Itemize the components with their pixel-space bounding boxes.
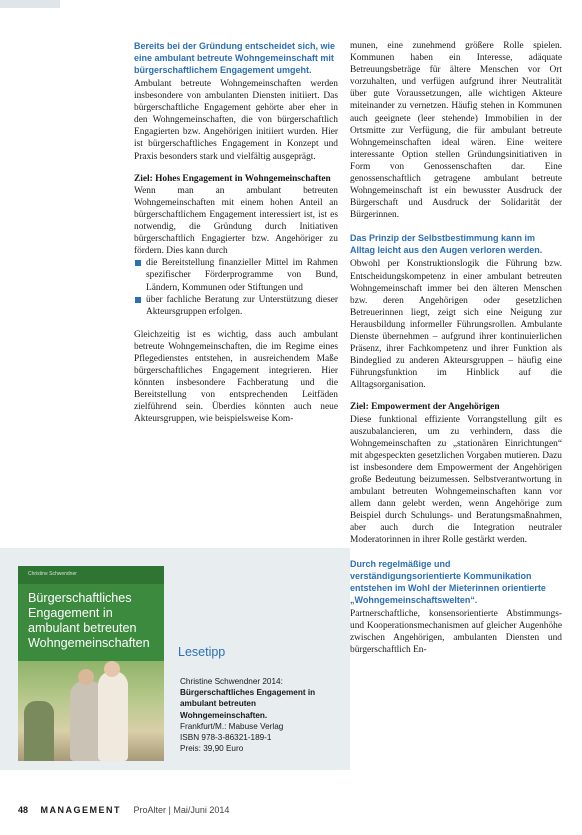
left-column [134, 40, 338, 426]
left-paragraph-2: Wenn man an ambulant betreuten Wohngemeinschaften mit einem hohen Anteil an bürgerschaftlichem Engagement interessiert ist, ist es notwendig, die Gründung durch Initiativen bürgerschaftlich Engagierter bzw. Angehöriger zu fördern. Dies kann durch [134, 185, 338, 257]
reading-tip-label: Lesetipp [178, 645, 226, 659]
reading-tip-details [180, 676, 340, 754]
bullet-item: über fachliche Beratung zur Unterstützung dieser Akteursgruppen erfolgen. [146, 294, 338, 317]
bullet-item: die Bereitstellung finanzieller Mittel im Rahmen spezifischer Förderprogramme von Bund, Ländern, Kommunen oder Stiftungen und [146, 258, 338, 293]
cover-photo [18, 661, 164, 761]
right-heading-1: Ziel: Empowerment der Angehörigen [350, 402, 500, 413]
cover-author: Christine Schwendner [28, 571, 77, 577]
page-footer [18, 805, 229, 815]
right-lead-text-1: Das Prinzip der Selbstbestimmung kann im Alltag leicht aus den Augen verloren werden. [350, 233, 543, 256]
left-paragraph-1: Ambulant betreute Wohngemeinschaften werden insbesondere von ambulanten Diensten initiiert. Das bürgerschaftliche Engagement gehörte aber eher in den Wohngemeinschaften, die von bürgerschaftlich Engagierten bzw. Angehörigen initiiert wurden. Hier ist bürgerschaftliches Engagement in Konzept und Praxis besonders stark und vielfältig ausgeprägt. [134, 79, 338, 162]
left-paragraph-3: Gleichzeitig ist es wichtig, dass auch ambulant betreute Wohngemeinschaften, die im Regime eines Pflegedienstes entstehen, in ausreichendem Maße bürgerschaftliches Engagement integrieren. Hier könnten insbesondere Fachberatung und die Bereitstellung von entsprechenden Leitfäden zielführend sein. Überdies könnten auch neue Akteursgruppen, wie beispielsweise Kom- [134, 329, 338, 425]
right-column [350, 40, 562, 656]
publication-info: ProAlter | Mai/Juni 2014 [133, 805, 230, 815]
book-isbn: ISBN 978-3-86321-189-1 [180, 733, 272, 743]
book-price: Preis: 39,90 Euro [180, 744, 244, 754]
right-paragraph-3: Diese funktional effiziente Vorrangstellung gilt es auszubalancieren, um zu verhindern, dass die Wohngemeinschaften zu „stationären Einrichtungen“ mit abgespeckten gesetzlichen Vorgaben mutieren. Dazu ist insbesondere dem Empowerment der Angehörigen große Bedeutung beizumessen. Selbstverantwortung in ambulant betreuten Wohngemeinschaften kann vor allem dann gelebt werden, wenn Angehörige zum Beispiel durch Schulungs- und Beratungsmaßnahmen, aber auch durch die Integration neutraler Moderatorinnen in ihrer Rolle gestärkt werden. [350, 414, 562, 546]
cover-title: Bürgerschaftliches Engagement in ambulant betreuten Wohngemeinschaften [28, 591, 150, 650]
book-cover-image [18, 566, 164, 761]
section-name: MANAGEMENT [40, 805, 122, 815]
right-paragraph-1: munen, eine zunehmend größere Rolle spielen. Kommunen haben ein Interesse, adäquate Betreuungsbeträge für ältere Menschen vor Ort vorzuhalten, und verfügen aufgrund ihrer Neutralität über gute Voraussetzungen, alle wichtigen Akteure miteinander zu vernetzen. Häufig stehen in Kommunen auch geeignete (leer stehende) Immobilien in der Ortsmitte zur Verfügung, die für ambulant betreute Wohngemeinschaften ideal wären. Eine weitere interessante Option stellen Gründungsinitiativen in Form von Genossenschaften dar. Eine genossenschaftlich getragene ambulant betreute Wohngemeinschaft ist ein bewusster Ausdruck der Bürgerschaft und Ausdruck der Solidarität der Bürgerinnen. [350, 41, 562, 221]
top-tab-marker [0, 0, 60, 8]
right-paragraph-2: Obwohl per Konstruktionslogik die Führung bzw. Entscheidungskompetenz in einer ambulant betreuten Wohngemeinschaft immer bei den älteren Menschen bzw. deren Angehörigen oder gesetzlichen Betreuerinnen liegt, zeigt sich eine Neigung zur Herausbildung informeller Führungsrollen. Ambulante Dienste übernehmen – aufgrund ihrer kontinuierlichen Präsenz, ihrer Fachkompetenz und ihrer Funktion als Bindeglied zu anderen Akteursgruppen – häufig eine Führungsfunktion im Hinblick auf die Alltagsorganisation. [350, 259, 562, 391]
left-bullet-list [134, 257, 338, 317]
book-publisher: Frankfurt/M.: Mabuse Verlag [180, 721, 284, 731]
book-author-line: Christine Schwendner 2014: [180, 677, 283, 686]
left-heading-1: Ziel: Hohes Engagement in Wohngemeinschaften [134, 173, 331, 184]
left-lead-text: Bereits bei der Gründung entscheidet sich, wie eine ambulant betreute Wohngemeinschaft mit bürgerschaftlichem Engagement umgeht. [134, 41, 336, 75]
right-paragraph-4: Partnerschaftliche, konsensorientierte Abstimmungs- und Kooperationsmechanismen auf gleicher Augenhöhe zwischen Angehörigen, ambulanten Diensten und bürgerschaftlich En- [350, 608, 562, 655]
page-number: 48 [18, 805, 29, 815]
book-title: Bürgerschaftliches Engagement in ambulant betreuten Wohngemeinschaften. [180, 688, 316, 720]
right-lead-text-2: Durch regelmäßige und verständigungsorientierte Kommunikation entstehen im Wohl der Mieterinnen orientierte „Wohngemeinschaftswelten“. [350, 558, 546, 605]
